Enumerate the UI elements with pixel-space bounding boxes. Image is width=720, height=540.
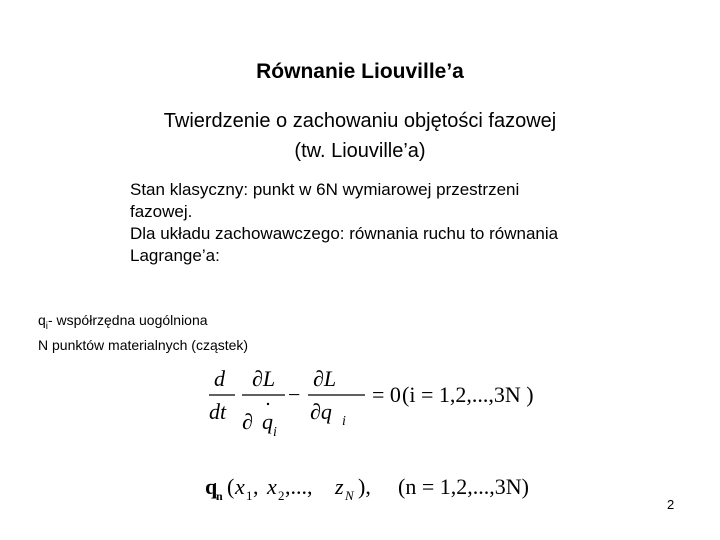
eq-dt: dt <box>209 399 227 424</box>
eq-minus: − <box>288 382 301 407</box>
eq2-subscript-n: n <box>216 489 223 503</box>
page-number: 2 <box>667 497 675 512</box>
eq2-condition: (n = 1,2,...,3N) <box>398 474 529 499</box>
eq-subscript-i: i <box>273 425 277 440</box>
eq-condition: (i = 1,2,...,3N ) <box>402 382 534 407</box>
eq-q-dot: q <box>262 409 273 434</box>
eq2-close-paren: ), <box>358 474 371 499</box>
eq-subscript-i: i <box>342 414 346 429</box>
note-generalized-coordinate <box>38 311 248 336</box>
eq2-sub-N: N <box>345 488 354 503</box>
coordinates-equation <box>205 470 565 506</box>
eq2-sub-1: 1 <box>246 488 253 503</box>
eq2-open-paren: ( <box>227 474 235 499</box>
eq2-dots: ,..., <box>285 474 313 499</box>
eq2-comma: , <box>253 474 259 499</box>
eq-dq: ∂q <box>310 399 332 424</box>
subtitle-line-2: (tw. Liouville’a) <box>294 140 426 162</box>
description-paragraph <box>130 179 670 267</box>
eq2-sub-2: 2 <box>278 488 285 503</box>
paragraph-line: fazowej. <box>130 202 193 221</box>
eq2-x2: x <box>267 474 277 499</box>
paragraph-line: Lagrange’a: <box>130 246 220 265</box>
paragraph-line: Stan klasyczny: punkt w 6N wymiarowej przestrzeni <box>130 180 520 199</box>
q-description: - współrzędna uogólniona <box>47 312 208 328</box>
notes <box>38 311 248 355</box>
dot-accent <box>267 403 269 405</box>
eq-dL-numerator-1: ∂L <box>252 366 276 391</box>
eq2-x1: x <box>235 474 245 499</box>
eq2-z: z <box>335 474 344 499</box>
slide-subtitle <box>0 106 720 166</box>
q-subscript: i <box>45 320 48 332</box>
eq2-q: q <box>205 474 218 499</box>
eq-d: d <box>214 366 225 391</box>
slide-title: Równanie Liouville’a <box>256 60 464 83</box>
paragraph-line: Dla układu zachowawczego: równania ruchu to równania <box>130 224 559 243</box>
eq-dL-numerator-2: ∂L <box>313 366 337 391</box>
eq-equals-zero: = 0 <box>372 382 401 407</box>
note-material-points: N punktów materialnych (cząstek) <box>38 336 249 353</box>
lagrange-equation <box>200 362 570 442</box>
q-symbol: q <box>38 312 46 328</box>
subtitle-line-1: Twierdzenie o zachowaniu objętości fazowej <box>163 110 557 132</box>
eq-partial: ∂ <box>242 409 253 434</box>
